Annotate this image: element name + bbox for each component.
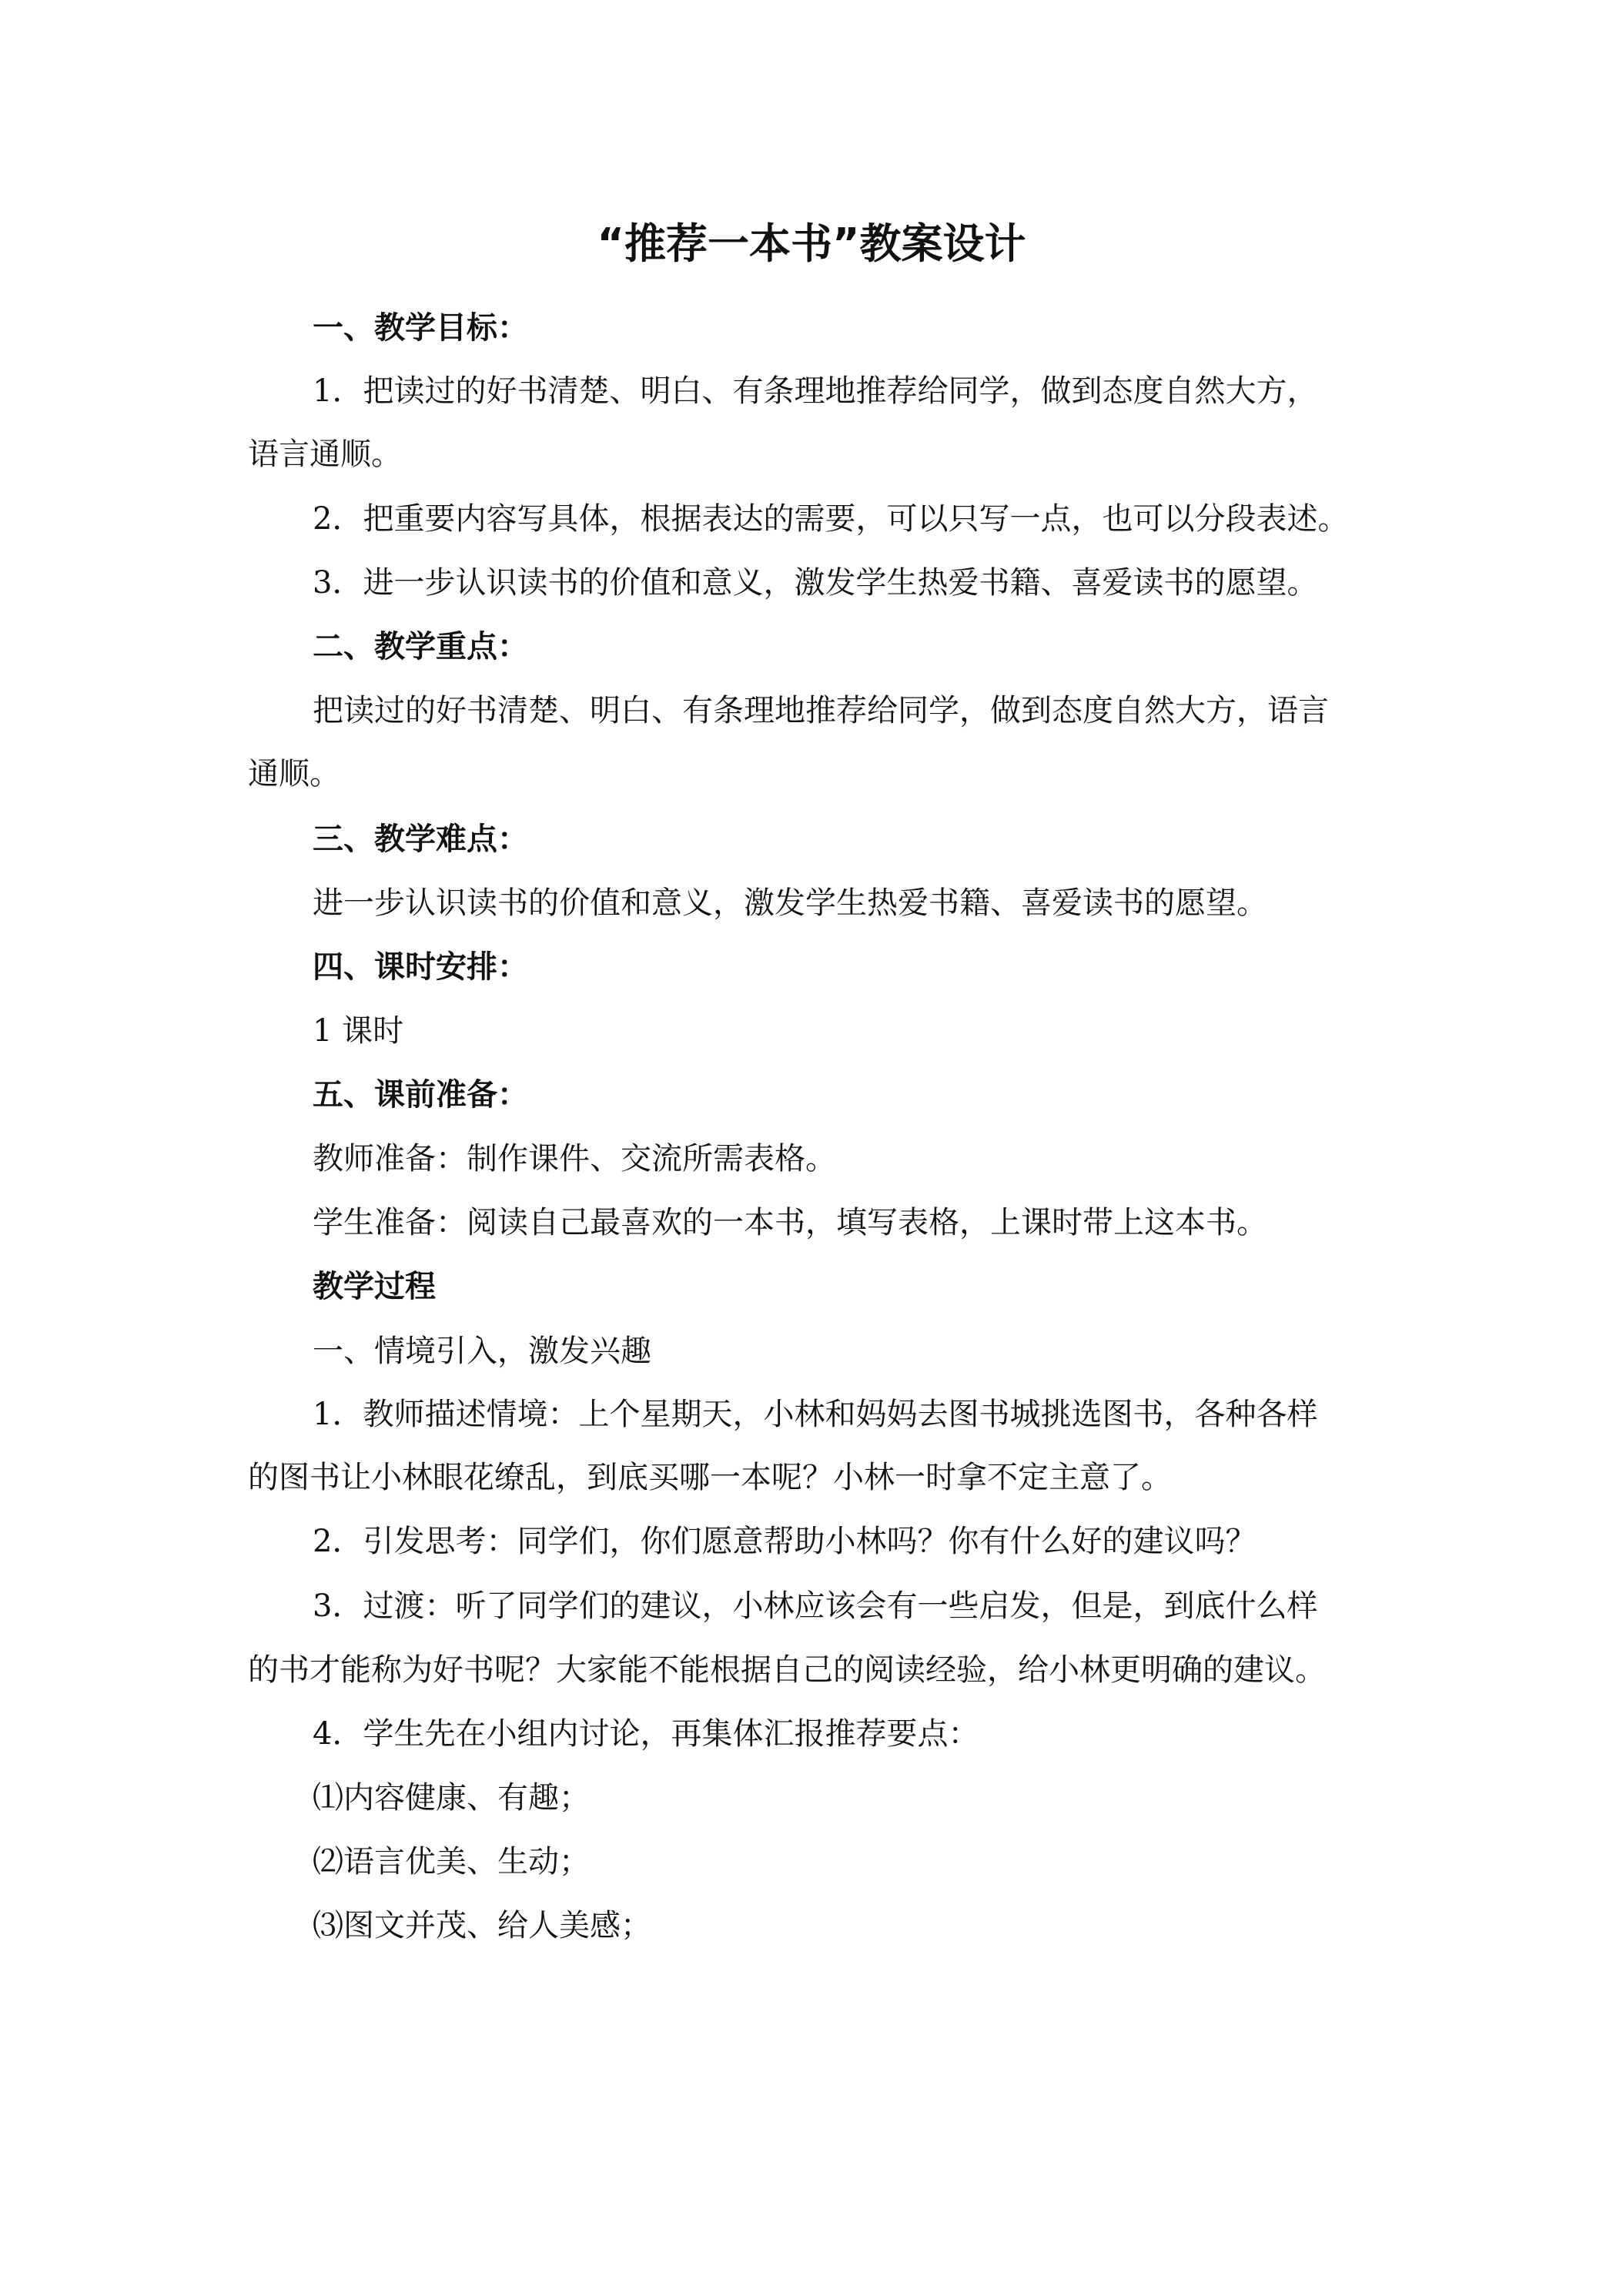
recommend-point-3: ⑶图文并茂、给人美感； <box>313 1908 651 1943</box>
recommend-point-1: ⑴内容健康、有趣； <box>313 1780 590 1816</box>
student-preparation: 学生准备：阅读自己最喜欢的一本书，填写表格，上课时带上这本书。 <box>313 1205 1267 1240</box>
schedule-text: 1 课时 <box>313 1013 404 1049</box>
process-subheading-1: 一、情境引入，激发兴趣 <box>313 1334 651 1369</box>
section-heading-process: 教学过程 <box>313 1269 436 1304</box>
objective-1-line-2: 语言通顺。 <box>248 437 402 472</box>
process-step-1-line-2: 的图书让小林眼花缭乱，到底买哪一本呢？小林一时拿不定主意了。 <box>248 1460 1172 1495</box>
recommend-point-2: ⑵语言优美、生动； <box>313 1844 590 1879</box>
objective-3: 3．进一步认识读书的价值和意义，激发学生热爱书籍、喜爱读书的愿望。 <box>313 565 1318 601</box>
objective-2: 2．把重要内容写具体，根据表达的需要，可以只写一点，也可以分段表述。 <box>313 501 1349 537</box>
section-heading-objectives: 一、教学目标： <box>313 310 528 346</box>
document-title: “推荐一本书”教案设计 <box>597 219 1026 268</box>
process-step-3-line-1: 3．过渡：听了同学们的建议，小林应该会有一些启发，但是，到底什么样 <box>313 1588 1318 1624</box>
key-points-line-2: 通顺。 <box>248 756 340 792</box>
difficulties-text: 进一步认识读书的价值和意义，激发学生热爱书籍、喜爱读书的愿望。 <box>313 885 1267 921</box>
process-step-4: 4．学生先在小组内讨论，再集体汇报推荐要点： <box>313 1716 979 1752</box>
objective-1-line-1: 1．把读过的好书清楚、明白、有条理地推荐给同学，做到态度自然大方， <box>313 373 1318 409</box>
process-step-2: 2．引发思考：同学们，你们愿意帮助小林吗？你有什么好的建议吗？ <box>313 1524 1257 1559</box>
teacher-preparation: 教师准备：制作课件、交流所需表格。 <box>313 1141 836 1176</box>
section-heading-key-points: 二、教学重点： <box>313 629 528 664</box>
section-heading-difficulties: 三、教学难点： <box>313 822 528 857</box>
section-heading-preparation: 五、课前准备： <box>313 1077 528 1113</box>
process-step-1-line-1: 1．教师描述情境：上个星期天，小林和妈妈去图书城挑选图书，各种各样 <box>313 1397 1318 1432</box>
process-step-3-line-2: 的书才能称为好书呢？大家能不能根据自己的阅读经验，给小林更明确的建议。 <box>248 1652 1326 1688</box>
key-points-line-1: 把读过的好书清楚、明白、有条理地推荐给同学，做到态度自然大方，语言 <box>313 693 1329 728</box>
section-heading-schedule: 四、课时安排： <box>313 949 528 985</box>
